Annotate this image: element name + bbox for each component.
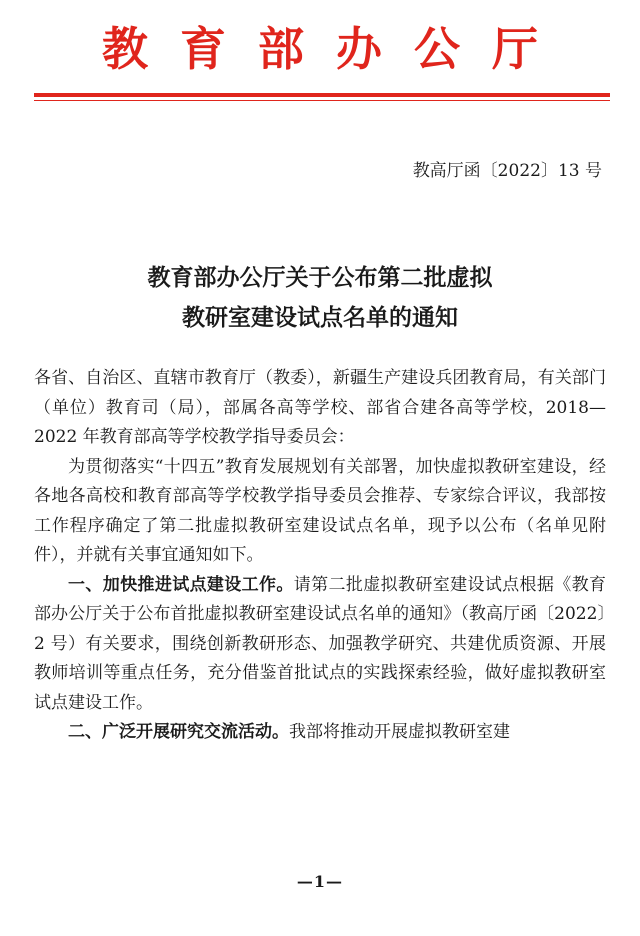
issuing-authority-header: 教育部办公厅 [102,22,570,76]
document-number: 教高厅函〔2022〕13 号 [412,161,602,181]
page-number: —1— [296,872,344,891]
intro-paragraph: 为贯彻落实“十四五”教育发展规划有关部署，加快虚拟教研室建设，经各地各高校和教育部高等学校教学指导委员会推荐、专家综合评议，我部按工作程序确定了第二批虚拟教研室建设试点名单，现予以公布（名单见附件），并就有关事宜通知如下。 [34,456,606,565]
document-body [34,364,606,748]
section-2-text: 我部将推动开展虚拟教研室建 [289,722,510,742]
title-line-1: 教育部办公厅关于公布第二批虚拟 [147,265,493,291]
section-1-paragraph [34,571,606,719]
section-1-heading: 一、加快推进试点建设工作。 [68,574,294,595]
section-2-heading: 二、广泛开展研究交流活动。 [68,722,289,742]
addressee-paragraph: 各省、自治区、直辖市教育厅（教委），新疆生产建设兵团教育局，有关部门（单位）教育司（局），部属各高等学校、部省合建各高等学校，2018—2022 年教育部高等学校教学指导委员会： [34,368,606,447]
header-divider-thin [34,100,610,101]
section-1-text: 请第二批虚拟教研室建设试点根据《教育部办公厅关于公布首批虚拟教研室建设试点名单的通知》（教高厅函〔2022〕2 号）有关要求，围绕创新教研形态、加强教学研究、共建优质资源、开展教师培训等重点任务，充分借鉴首批试点的实践探索经验，做好虚拟教研室试点建设工作。 [34,574,607,713]
document-title [0,258,640,338]
title-line-2: 教研室建设试点名单的通知 [182,305,458,331]
section-2-paragraph [34,718,606,748]
header-divider-thick [34,93,610,97]
